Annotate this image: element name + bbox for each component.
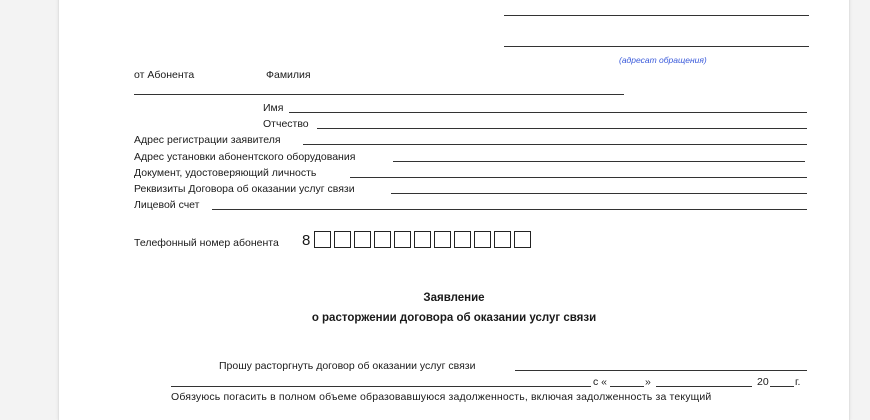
from-label: от Абонента bbox=[134, 69, 195, 81]
date-from-label: с « bbox=[593, 376, 608, 388]
install-address-label: Адрес установки абонентского оборудования bbox=[134, 151, 356, 163]
reg-address-label: Адрес регистрации заявителя bbox=[134, 134, 281, 146]
phone-digit-box[interactable] bbox=[394, 231, 411, 248]
name-line[interactable] bbox=[289, 112, 807, 113]
surname-line[interactable] bbox=[134, 94, 624, 95]
phone-digit-box[interactable] bbox=[434, 231, 451, 248]
name-label: Имя bbox=[263, 102, 284, 114]
phone-prefix: 8 bbox=[302, 232, 311, 249]
document-page bbox=[58, 0, 850, 420]
reg-address-line[interactable] bbox=[303, 144, 807, 145]
phone-digit-box[interactable] bbox=[414, 231, 431, 248]
account-line[interactable] bbox=[212, 209, 807, 210]
phone-digit-box[interactable] bbox=[494, 231, 511, 248]
phone-digit-box[interactable] bbox=[354, 231, 371, 248]
obligation-text: Обязуюсь погасить в полном объеме образовавшуюся задолженность, включая задолженность за текущий bbox=[171, 391, 712, 403]
statement-title: Заявление bbox=[423, 292, 485, 304]
year-prefix: 20 bbox=[757, 376, 769, 388]
phone-digit-boxes bbox=[314, 231, 534, 248]
statement-subtitle: о расторжении договора об оказании услуг связи bbox=[311, 312, 597, 324]
patronymic-line[interactable] bbox=[317, 128, 807, 129]
phone-digit-box[interactable] bbox=[454, 231, 471, 248]
day-line[interactable] bbox=[610, 386, 644, 387]
addressee-line-1[interactable] bbox=[504, 15, 809, 16]
addressee-line-2[interactable] bbox=[504, 46, 809, 47]
install-address-line[interactable] bbox=[393, 161, 805, 162]
id-doc-line[interactable] bbox=[350, 177, 807, 178]
contract-label: Реквизиты Договора об оказании услуг связи bbox=[134, 183, 355, 195]
month-line[interactable] bbox=[656, 386, 752, 387]
account-label: Лицевой счет bbox=[134, 199, 200, 211]
phone-digit-box[interactable] bbox=[374, 231, 391, 248]
request-line-2[interactable] bbox=[171, 386, 591, 387]
request-text: Прошу расторгнуть договор об оказании услуг связи bbox=[219, 360, 476, 372]
year-suffix: г. bbox=[795, 376, 801, 388]
phone-digit-box[interactable] bbox=[314, 231, 331, 248]
surname-label: Фамилия bbox=[266, 69, 311, 81]
patronymic-label: Отчество bbox=[263, 118, 309, 130]
addressee-note: (адресат обращения) bbox=[619, 55, 707, 65]
date-quote-close: » bbox=[645, 376, 651, 388]
phone-digit-box[interactable] bbox=[514, 231, 531, 248]
year-line[interactable] bbox=[770, 386, 794, 387]
contract-line[interactable] bbox=[391, 193, 807, 194]
phone-digit-box[interactable] bbox=[334, 231, 351, 248]
phone-label: Телефонный номер абонента bbox=[134, 237, 279, 249]
request-line[interactable] bbox=[515, 370, 807, 371]
id-doc-label: Документ, удостоверяющий личность bbox=[134, 167, 317, 179]
phone-digit-box[interactable] bbox=[474, 231, 491, 248]
